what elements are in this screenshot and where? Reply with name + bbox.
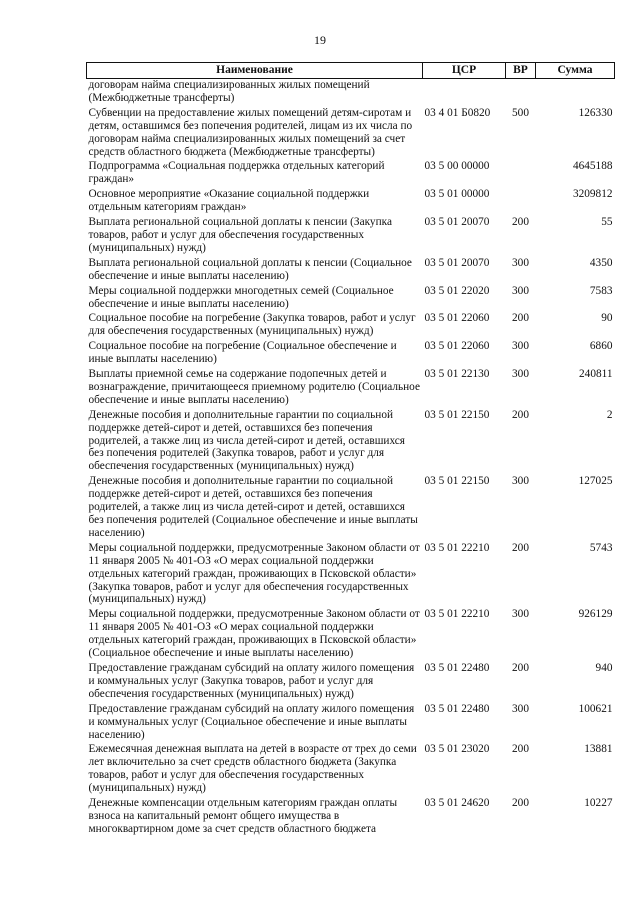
row-csr: 03 5 01 24620 (424, 797, 490, 810)
row-csr: 03 5 01 22210 (424, 608, 490, 621)
row-vr: 300 (512, 608, 529, 621)
row-name: Выплата региональной социальной доплаты к пенсии (Социальное обеспечение и иные выплаты населению) (88, 256, 412, 282)
row-name: Меры социальной поддержки, предусмотренные Законом области от 11 января 2005 № 401-ОЗ «О мерах социальной поддержки отдельных категорий граждан, проживающих в Псковской области» (Закупка товаров, работ и услуг для обеспечения государственных (муниципальных) нужд) (88, 541, 420, 606)
row-vr: 300 (512, 475, 529, 488)
row-name: договорам найма специализированных жилых помещений (Межбюджетные трансферты) (88, 79, 370, 104)
row-name: Выплата региональной социальной доплаты к пенсии (Закупка товаров, работ и услуг для обеспечения государственных (муниципальных) нужд) (88, 216, 392, 254)
row-name: Денежные пособия и дополнительные гарантии по социальной поддержке детей-сирот и детей, оставшихся без попечения родителей, а также лиц из числа детей-сирот и детей, оставшихся без попечения родителей (Закупка товаров, работ и услуг для обеспечения государственных (муниципальных) нужд) (88, 408, 405, 473)
row-sum: 5743 (589, 541, 613, 554)
row-vr (506, 79, 536, 107)
row-name: Денежные пособия и дополнительные гарантии по социальной поддержке детей-сирот и детей, оставшихся без попечения родителей, а также лиц из числа детей-сирот и детей, оставшихся без попечения родителей (Социальное обеспечение и иные выплаты населению) (88, 475, 418, 539)
row-name: Меры социальной поддержки многодетных семей (Социальное обеспечение и иные выплаты населению) (88, 284, 394, 310)
row-sum: 55 (601, 216, 613, 229)
column-header-sum: Сумма (536, 63, 615, 79)
table-row (87, 409, 615, 476)
table-row (87, 608, 615, 662)
row-csr: 03 5 01 20070 (424, 216, 490, 229)
row-sum: 6860 (589, 340, 613, 353)
row-vr: 200 (512, 743, 529, 756)
budget-table (86, 62, 615, 838)
row-sum: 7583 (589, 284, 613, 297)
table-header-row (87, 63, 615, 79)
row-sum (536, 79, 615, 107)
table-row (87, 257, 615, 285)
row-name: Выплаты приемной семье на содержание подопечных детей и вознаграждение, причитающееся приемному родителю (Социальное обеспечение и иные выплаты населению) (88, 368, 420, 406)
row-vr: 200 (512, 216, 529, 229)
row-sum: 926129 (578, 608, 613, 621)
row-vr (506, 188, 536, 216)
table-row (87, 743, 615, 797)
row-name: Меры социальной поддержки, предусмотренные Законом области от 11 января 2005 № 401-ОЗ «О мерах социальной поддержки отдельных категорий граждан, проживающих в Псковской области» (Социальное обеспечение и иные выплаты населению) (88, 608, 420, 660)
row-sum: 2 (606, 408, 613, 421)
row-sum: 4350 (589, 256, 613, 269)
row-vr: 200 (512, 541, 529, 554)
row-sum: 4645188 (572, 160, 613, 173)
row-vr: 200 (512, 312, 529, 325)
table-row (87, 542, 615, 609)
row-sum: 13881 (584, 743, 613, 756)
row-csr: 03 5 01 00000 (424, 188, 490, 201)
row-sum: 940 (595, 661, 613, 674)
row-name: Денежные компенсации отдельным категориям граждан оплаты взноса на капитальный ремонт общего имущества в многоквартирном доме за счет средств областного бюджета (88, 797, 398, 835)
table-row (87, 703, 615, 744)
table-row (87, 160, 615, 188)
column-header-vr: ВР (506, 63, 536, 79)
row-name: Основное мероприятие «Оказание социальной поддержки отдельным категориям граждан» (88, 188, 370, 214)
row-vr: 300 (512, 284, 529, 297)
table-row (87, 285, 615, 313)
table-row (87, 340, 615, 368)
row-vr: 300 (512, 702, 529, 715)
row-csr: 03 5 01 22480 (424, 702, 490, 715)
row-name: Ежемесячная денежная выплата на детей в возрасте от трех до семи лет включительно за счет средств областного бюджета (Закупка товаров, работ и услуг для обеспечения государственных (муниципальных) нужд) (88, 743, 417, 795)
row-vr: 200 (512, 797, 529, 810)
row-vr (506, 160, 536, 188)
table-row (87, 797, 615, 838)
row-vr: 200 (512, 408, 529, 421)
row-name: Субвенции на предоставление жилых помещений детям-сиротам и детям, оставшимся без попечения родителей, лицам из их числа по договорам найма специализированных жилых помещений за счет средств областного бюджета (Межбюджетные трансферты) (88, 106, 413, 158)
row-name: Предоставление гражданам субсидий на оплату жилого помещения и коммунальных услуг (Социальное обеспечение и иные выплаты населению) (88, 702, 415, 741)
row-sum: 126330 (578, 106, 613, 119)
row-csr: 03 4 01 Б0820 (424, 106, 491, 119)
row-csr (423, 79, 506, 107)
row-csr: 03 5 01 22020 (424, 284, 490, 297)
table-row (87, 368, 615, 409)
table-row (87, 107, 615, 161)
row-vr: 200 (512, 661, 529, 674)
row-sum: 3209812 (572, 188, 613, 201)
table-row (87, 475, 615, 542)
column-header-name: Наименование (87, 63, 423, 79)
row-name: Социальное пособие на погребение (Социальное обеспечение и иные выплаты населению) (88, 340, 397, 366)
row-name: Социальное пособие на погребение (Закупка товаров, работ и услуг для обеспечения государственных (муниципальных) нужд) (88, 312, 416, 338)
row-csr: 03 5 01 20070 (424, 256, 490, 269)
column-header-csr: ЦСР (423, 63, 506, 79)
row-csr: 03 5 01 22480 (424, 661, 490, 674)
row-name: Предоставление гражданам субсидий на оплату жилого помещения и коммунальных услуг (Закупка товаров, работ и услуг для обеспечения государственных (муниципальных) нужд) (88, 661, 415, 700)
row-csr: 03 5 01 22130 (424, 368, 490, 381)
row-sum: 127025 (578, 475, 613, 488)
row-name: Подпрограмма «Социальная поддержка отдельных категорий граждан» (88, 160, 385, 186)
row-csr: 03 5 01 23020 (424, 743, 490, 756)
table-row (87, 662, 615, 703)
row-sum: 240811 (579, 368, 613, 381)
table-row (87, 188, 615, 216)
row-csr: 03 5 01 22060 (424, 340, 490, 353)
row-vr: 300 (512, 256, 529, 269)
row-vr: 300 (512, 340, 529, 353)
row-csr: 03 5 01 22210 (424, 541, 490, 554)
table-row (87, 312, 615, 340)
row-csr: 03 5 00 00000 (424, 160, 490, 173)
page-number: 19 (314, 33, 326, 47)
row-vr: 300 (512, 368, 529, 381)
row-sum: 90 (601, 312, 613, 325)
row-csr: 03 5 01 22150 (424, 408, 490, 421)
table-row (87, 216, 615, 257)
row-vr: 500 (512, 106, 529, 119)
row-sum: 10227 (584, 797, 613, 810)
row-sum: 100621 (578, 702, 613, 715)
row-csr: 03 5 01 22150 (424, 475, 490, 488)
row-csr: 03 5 01 22060 (424, 312, 490, 325)
table-row (87, 79, 615, 107)
